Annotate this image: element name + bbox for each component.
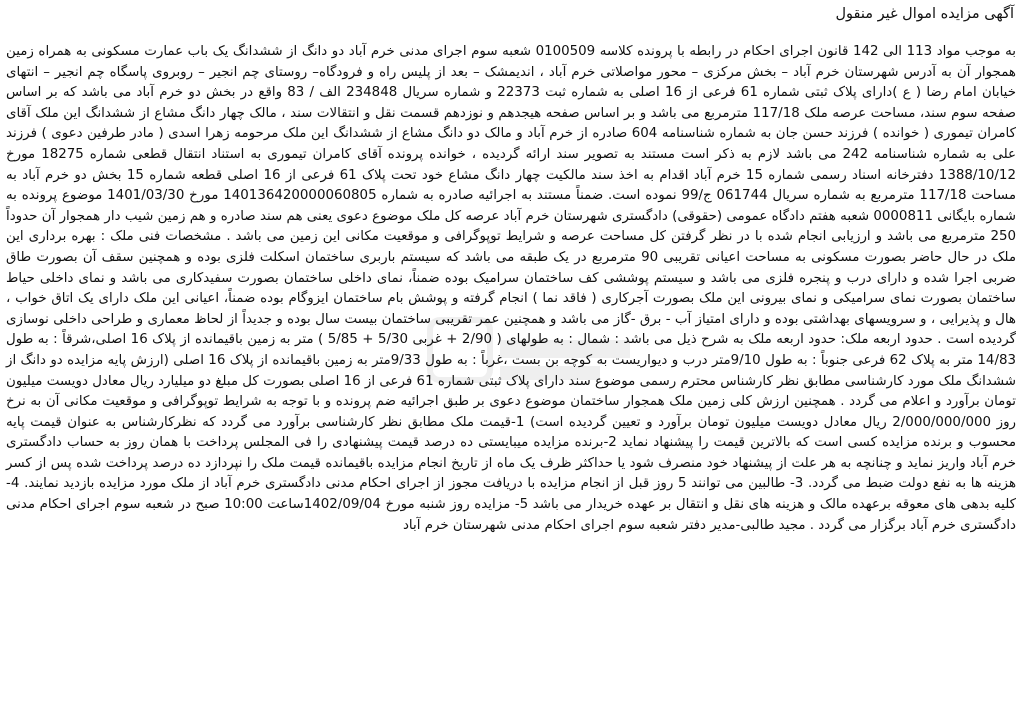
auction-notice [6, 4, 1016, 720]
notice-body: به موجب مواد 113 الی 142 قانون اجرای احکام در رابطه با پرونده کلاسه 0100509 شعبه سوم اجرای مدنی خرم آباد دو دانگ از ششدانگ یک باب عمارت مسکونی به همراه زمین همجوار آن به آدرس شهرستان خرم آباد – بخش مرکزی – محور مواصلاتی خرم آباد ، اندیمشک – بعد از پلیس راه و فرودگاه– روستای چم انجیر – روبروی پاسگاه چم انجیر – انتهای خیابان امام رضا ( ع )دارای پلاک ثبتی شماره 61 فرعی از 16 اصلی به شماره ثبت 22373 و شماره سریال 234848 الف / 83 واقع در بخش دو خرم آباد می باشد که بر اساس صفحه سوم سند، مساحت عرصه ملک 117/18 مترمربع می باشد و بر اساس صفحه هیجدهم و نوزدهم قسمت نقل و انتقالات سند ، مالک چهار دانگ مشاع از ششدانگ این ملک آقای کامران تیموری ( خوانده ) فرزند حسن جان به شماره شناسنامه 604 صادره از خرم آباد و مالک دو دانگ مشاع از ششدانگ این ملک مرحومه زهرا اسدی ( مادر طرفین دعوی ) فرزند علی به شماره شناسنامه 242 می باشد لازم به ذکر است مستند به تصویر سند ارائه گردیده ، خوانده پرونده آقای کامران تیموری به استناد انتقال قطعی شماره 18275 مورخ 1388/10/12 دفترخانه اسناد رسمی شماره 15 خرم آباد اقدام به اخذ سند مالکیت چهار دانگ مشاع خود تحت پلاک 61 فرعی از 16 اصلی قطعه شماره 15 بخش دو خرم آباد به مساحت 117/18 مترمربع به شماره سریال 061744 ج/99 نموده است. ضمناً مستند به اجرائیه صادره به شماره 140136420000060805 مورخ 1401/03/30 موضوع پرونده به شماره بایگانی 0000811 شعبه هفتم دادگاه عمومی (حقوقی) دادگستری شهرستان خرم آباد عرصه کل ملک موضوع دعوی یعنی هم سند صادره و هم زمین شیب دار همجوار آن حدوداً 250 مترمربع می باشد و ارزیابی انجام شده با در نظر گرفتن کل مساحت عرصه و شرایط توپوگرافی و موقعیت مکانی این زمین می باشد . مشخصات فنی ملک : بهره برداری این ملک در حال حاضر بصورت مسکونی به مساحت اعیانی تقریبی 90 مترمربع در یک طبقه می باشد که سیستم باربری ساختمان اسکلت فلزی بوده و همچنین سقف آن بصورت طاق ضربی اجرا شده و دارای درب و پنجره فلزی می باشد و سیستم پوششی کف ساختمان سرامیک بوده ضمناً، نمای داخلی ساختمان بصورت سفیدکاری می باشد و نمای داخلی حیاط ساختمان بصورت نمای سرامیکی و نمای بیرونی این ملک بصورت آجرکاری ( فاقد نما ) انجام گرفته و پوشش بام ساختمان ایزوگام بوده ضمناً، اعیانی این ملک دارای یک اتاق خواب ، هال و پذیرایی ، و سرویسهای بهداشتی بوده و دارای امتیاز آب - برق -گاز می باشد و همچنین عمر تقریبی ساختمان بیست سال بوده و جدیداً از لحاظ معماری و طراحی داخلی نوسازی گردیده است . حدود اربعه ملک: حدود اربعه ملک به شرح ذیل می باشد : شمال : به طولهای ( 2/90 + غربی 5/30 + 5/85 ) متر به زمین باقیمانده از پلاک 16 اصلی،شرقاً : به طول 14/83 متر به پلاک 62 فرعی جنوباً : به طول 9/10متر درب و دیواریست به کوچه بن بست ،غرباً : به طول 9/33متر به زمین باقیمانده از پلاک 16 اصلی (ارزش پایه مزایده دو دانگ از ششدانگ ملک مورد کارشناسی مطابق نظر کارشناس محترم رسمی موضوع سند دارای پلاک ثبتی شماره 61 فرعی از 16 اصلی بصورت کل مبلغ دو میلیارد ریال معادل دویست میلیون تومان برآورد و اعلام می گردد . همچنین ارزش کلی زمین ملک همجوار ساختمان موضوع دعوی بر طبق اجرائیه ضم پرونده و با توجه به شرایط توپوگرافی و موقعیت مکانی آن به نرخ روز 2/000/000/000 ریال معادل دویست میلیون تومان برآورد و تعیین گردیده است) 1-قیمت ملک مطابق نظر کارشناسی برآورد می گردد که نظرکارشناس به عنوان قیمت پایه محسوب و برنده مزایده کسی است که بالاترین قیمت را پیشنهاد نماید 2-برنده مزایده میبایستی ده درصد قیمت پیشنهادی را فی المجلس پرداخت با همان روز به حساب دادگستری خرم آباد واریز نماید و چنانچه به هر علت از پیشنهاد خود منصرف شود یا حداکثر ظرف یک ماه از تاریخ انجام مزایده باقیمانده قیمت ملک را نپردازد ده درصد پرداخت شده پس از کسر هزینه ها به نفع دولت ضبط می گردد. 3- طالبین می توانند 5 روز قبل از انجام مزایده با دریافت مجوز از اجرای احکام مدنی دادگستری خرم آباد از ملک مورد مزایده بازدید نمایند. 4-کلیه بدهی های معوقه برعهده مالک و هزینه های نقل و انتقال بر عهده خریدار می باشد 5- مزایده روز شنبه مورخ 1402/09/04ساعت 10:00 صبح در شعبه سوم اجرای احکام مدنی دادگستری خرم آباد برگزار می گردد . مجید طالبی-مدیر دفتر شعبه سوم اجرای احکام مدنی شهرستان خرم آباد [6, 44, 1017, 533]
notice-title: آگهی مزایده اموال غیر منقول [835, 6, 1014, 22]
